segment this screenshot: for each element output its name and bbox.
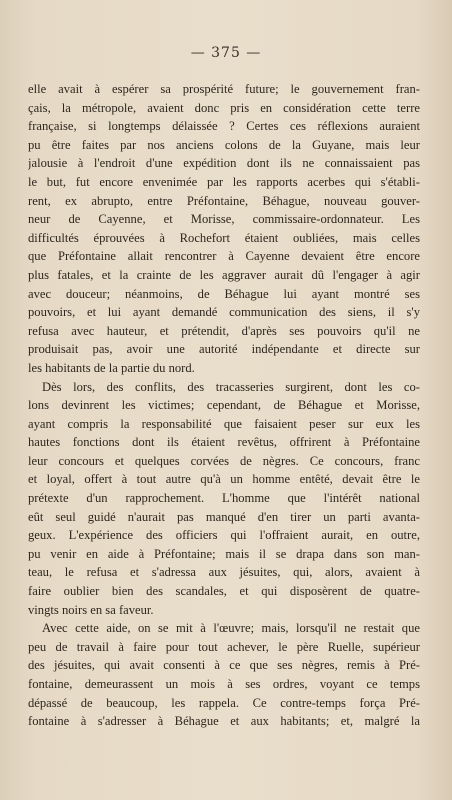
text-line: lons devinrent les victimes; cependant, de Béhague et Morisse, — [28, 398, 420, 413]
text-line: pu être faites par nos anciens colons de la Guyane, mais leur — [28, 137, 420, 152]
text-line: française, si longtemps délaissée ? Certes ces réflexions auraient — [28, 119, 420, 134]
text-line: le but, fut encore envenimée par les rapports acerbes qui s'établi- — [28, 174, 420, 189]
text-line: pu venir en aide à Préfontaine; mais il se drapa dans son man- — [28, 546, 420, 561]
text-line: pouvoirs, et lui ayant demandé communication des siens, il s'y — [28, 305, 420, 320]
body-text — [28, 80, 420, 731]
text-line: rent, ex abrupto, entre Préfontaine, Béhague, nouveau gouver- — [28, 193, 420, 208]
text-line: dépassé de beaucoup, les rappela. Ce contre-temps força Pré- — [28, 695, 420, 710]
text-line: faire oublier bien des scandales, et qui disposèrent de quatre- — [28, 584, 420, 599]
text-line: elle avait à espérer sa prospérité future; le gouvernement fran- — [28, 82, 420, 96]
text-line: avec douceur; néanmoins, de Béhague lui ayant montré ses — [28, 286, 420, 301]
text-line: fontaine, demeurassent un mois à ses ordres, voyant ce temps — [28, 677, 420, 691]
text-line: leur concours et quelques corvées de nègres. Ce concours, franc — [28, 453, 420, 468]
text-line: jalousie à l'endroit d'une expédition dont ils ne connaissaient pas — [28, 156, 420, 171]
text-line: geux. L'expérience des officiers qui l'offraient aurait, en outre, — [28, 528, 420, 543]
text-line: Dès lors, des conflits, des tracasseries surgirent, dont les co- — [42, 379, 420, 394]
paragraph — [28, 80, 420, 378]
page-number: — 375 — — [190, 45, 262, 61]
paragraph — [28, 378, 420, 620]
text-line: hautes fonctions dont ils étaient revêtus, offrirent à Préfontaine — [28, 435, 420, 450]
text-line: refusa avec hauteur, et prétendit, d'après ses pouvoirs qu'il ne — [28, 323, 420, 338]
text-line: fontaine à s'adresser à Béhague et aux habitants; et, malgré la — [28, 714, 420, 729]
text-line: neur de Cayenne, et Morisse, commissaire-ordonnateur. Les — [28, 212, 420, 227]
text-line: difficultés éprouvées à Rochefort étaient oubliées, mais celles — [28, 230, 420, 245]
text-line: eût seul guidé n'aurait pas manqué d'en tirer un parti avanta- — [28, 509, 420, 524]
text-line: des jésuites, qui avait consenti à ce que ses nègres, remis à Pré- — [28, 658, 420, 673]
text-line: vingts noirs en sa faveur. — [28, 602, 154, 617]
text-line: Avec cette aide, on se mit à l'œuvre; mais, lorsqu'il ne restait que — [42, 621, 420, 636]
text-line: que Préfontaine allait rencontrer à Cayenne devaient être encore — [28, 249, 420, 264]
text-line: produisait pas, avoir une autorité indépendante et directe sur — [28, 342, 420, 357]
text-line: çais, la métropole, avaient donc pris en considération cette terre — [28, 100, 420, 115]
text-line: prétexte d'un rapprochement. L'homme que l'intérêt national — [28, 491, 420, 506]
text-line: ayant compris la responsabilité que faisaient peser sur eux les — [28, 416, 420, 431]
text-line: les habitants de la partie du nord. — [28, 360, 195, 375]
text-line: et loyal, offert à tout autre qu'à un homme entêté, devait être le — [28, 472, 420, 487]
text-line: plus fatales, et la crainte de les aggraver aurait dû l'engager à agir — [28, 267, 420, 282]
text-line: peu de travail à faire pour tout achever, le père Ruelle, supérieur — [28, 639, 420, 654]
text-line: teau, le refusa et s'adressa aux jésuites, qui, alors, avaient à — [28, 565, 420, 580]
paragraph — [28, 619, 420, 731]
